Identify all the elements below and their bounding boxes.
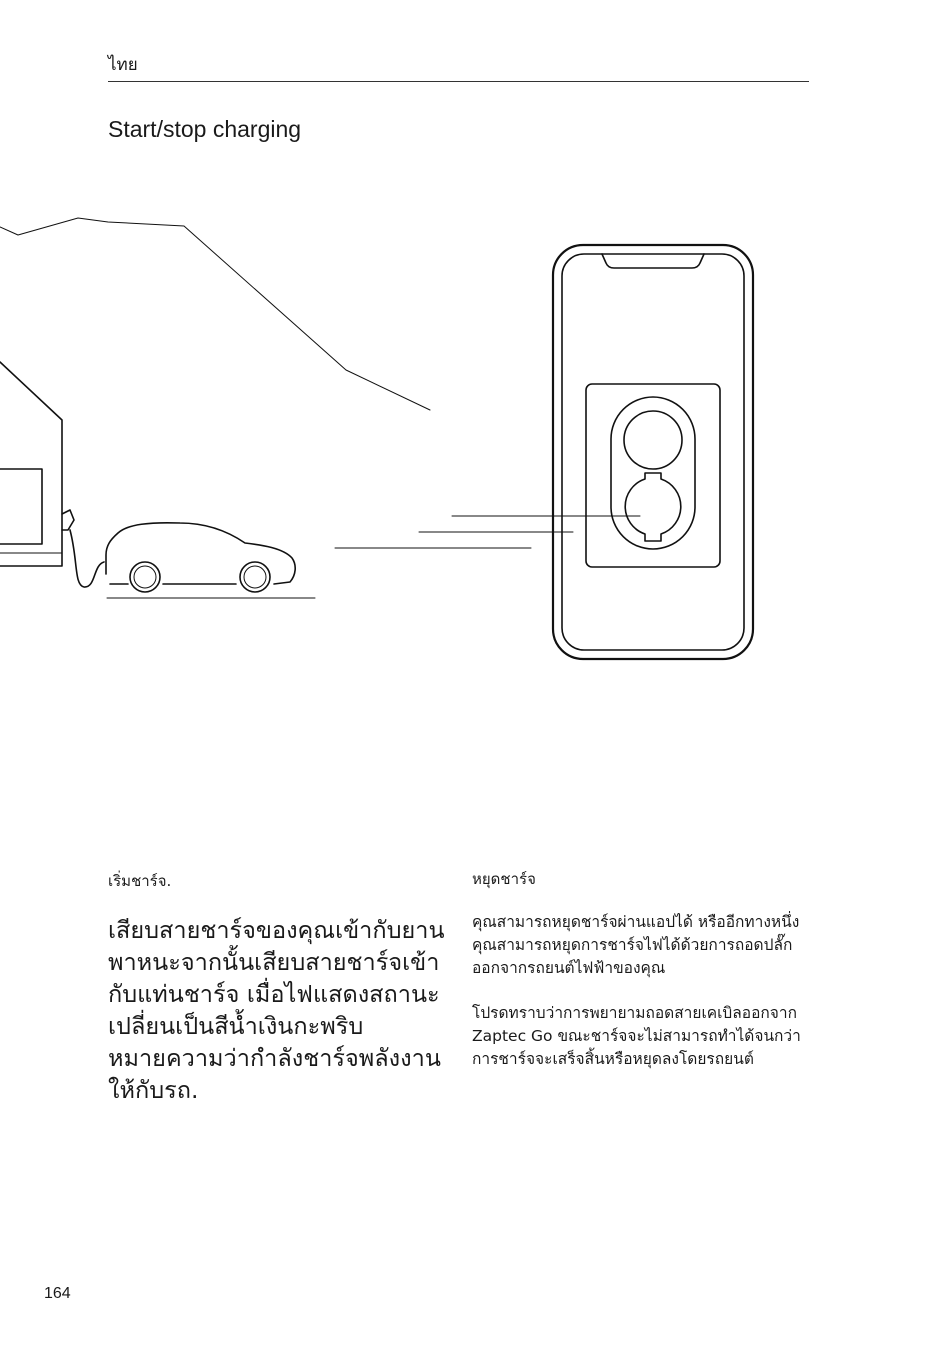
page-title: Start/stop charging xyxy=(108,116,302,142)
page-number: 164 xyxy=(44,1285,71,1302)
car-icon xyxy=(106,523,315,598)
house-icon xyxy=(0,362,74,566)
charging-cable xyxy=(70,530,104,587)
header-divider xyxy=(108,81,809,82)
start-charging-text: เสียบสายชาร์จของคุณเข้ากับยานพาหนะจากนั้นเสียบสายชาร์จเข้ากับแท่นชาร์จ เมื่อไฟแสดงสถานะเปลี่ยนเป็นสีน้ำเงินกะพริบหมายความว่ากำลังชาร์จพลังงานให้กับรถ. xyxy=(108,916,445,1104)
stop-charging-label: หยุดชาร์จ xyxy=(472,870,536,888)
mountain-outline xyxy=(0,218,430,410)
start-charging-label: เริ่มชาร์จ. xyxy=(108,872,172,890)
charging-illustration xyxy=(0,180,950,680)
stop-charging-paragraph-1: คุณสามารถหยุดชาร์จผ่านแอปได้ หรืออีกทางหนึ่ง คุณสามารถหยุดการชาร์จไฟได้ด้วยการถอดปลั๊กออกจากรถยนต์ไฟฟ้าของคุณ xyxy=(472,913,800,977)
stop-charging-paragraph-2: โปรดทราบว่าการพยายามถอดสายเคเบิลออกจาก Zaptec Go ขณะชาร์จจะไม่สามารถทำได้จนกว่าการชาร์จจะเสร็จสิ้นหรือหยุดลงโดยรถยนต์ xyxy=(472,1004,801,1068)
charger-socket-icon xyxy=(586,384,720,567)
phone-icon xyxy=(553,245,753,659)
language-label: ไทย xyxy=(108,55,138,75)
